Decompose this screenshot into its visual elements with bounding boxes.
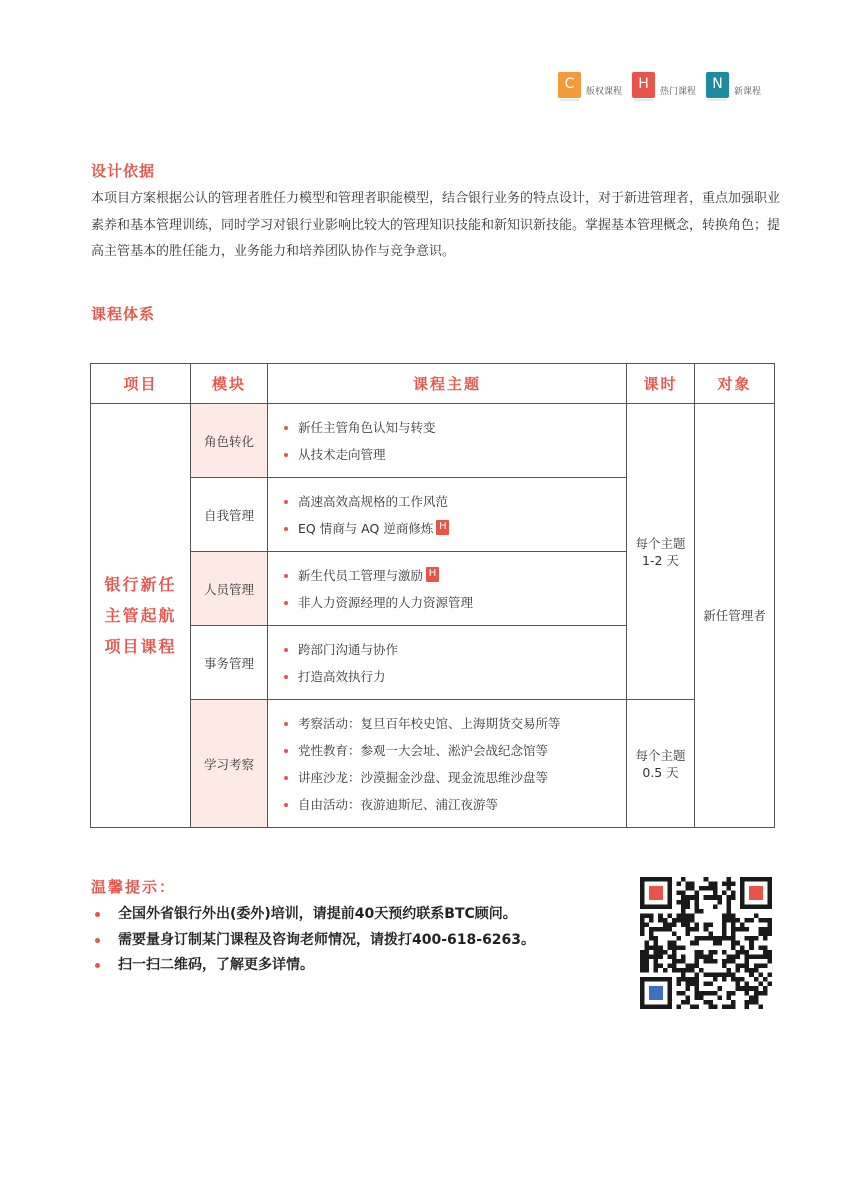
table-row [91, 700, 775, 828]
qr-code-icon[interactable] [640, 877, 772, 1009]
course-table [90, 363, 775, 828]
project-name-line: 银行新任 [104, 575, 177, 594]
project-name-line: 项目课程 [104, 637, 177, 656]
module-cell: 自我管理 [191, 478, 268, 552]
header-project: 项目 [91, 364, 191, 404]
copyright-course-icon: C [558, 72, 581, 98]
hot-course-icon: H [632, 72, 655, 98]
legend-new [706, 72, 761, 98]
project-name-cell [91, 404, 191, 828]
legend-label: 版权课程 [586, 87, 623, 97]
header-target: 对象 [695, 364, 775, 404]
tips-list [91, 902, 535, 979]
design-basis-title: 设计依据 [91, 162, 156, 180]
topic-item [298, 737, 626, 764]
topic-item [298, 562, 626, 589]
topic-text: 讲座沙龙：沙漠掘金沙盘、现金流思维沙盘等 [298, 769, 549, 785]
hours-line: 1-2 天 [642, 552, 679, 568]
hot-course-icon: H [426, 567, 439, 582]
tip-item: 扫一扫二维码，了解更多详情。 [91, 953, 535, 979]
topic-item [298, 663, 626, 690]
topics-cell [268, 626, 627, 700]
topic-text: 从技术走向管理 [298, 446, 386, 462]
topic-text: 新生代员工管理与激励 [298, 567, 424, 583]
design-basis-text: 本项目方案根据公认的管理者胜任力模型和管理者职能模型，结合银行业务的特点设计，对于新进管理者，重点加强职业素养和基本管理训练，同时学习对银行业影响比较大的管理知识技能和新知识新技能。掌握基本管理概念，转换角色；提高主管基本的胜任能力，业务能力和培养团队协作与竞争意识。 [91, 191, 781, 259]
target-cell: 新任管理者 [695, 404, 775, 828]
topic-item [298, 515, 626, 542]
legend-copyright [558, 72, 622, 98]
tip-item: 需要量身订制某门课程及咨询老师情况，请拨打400-618-6263。 [91, 928, 535, 954]
module-cell: 事务管理 [191, 626, 268, 700]
hours-line: 每个主题 [635, 747, 686, 763]
hours-line: 0.5 天 [642, 764, 679, 780]
topic-item [298, 791, 626, 818]
topic-text: 高速高效高规格的工作风范 [298, 493, 449, 509]
legend-label: 热门课程 [660, 87, 697, 97]
topics-cell [268, 478, 627, 552]
topic-text: 跨部门沟通与协作 [298, 641, 399, 657]
topics-cell [268, 700, 627, 828]
module-cell: 人员管理 [191, 552, 268, 626]
tip-item: 全国外省银行外出(委外)培训，请提前40天预约联系BTC顾问。 [91, 902, 535, 928]
topic-text: EQ 情商与 AQ 逆商修炼 [298, 520, 434, 536]
hours-line: 每个主题 [635, 535, 686, 551]
topic-item [298, 710, 626, 737]
topic-item [298, 636, 626, 663]
course-system-title: 课程体系 [91, 305, 156, 323]
topic-item [298, 488, 626, 515]
topic-text: 考察活动：复旦百年校史馆、上海期货交易所等 [298, 715, 561, 731]
table-row [91, 404, 775, 478]
hot-course-icon: H [436, 520, 449, 535]
legend-label: 新课程 [734, 87, 762, 97]
header-hours: 课时 [627, 364, 695, 404]
legend-hot [632, 72, 696, 98]
topic-text: 自由活动：夜游迪斯尼、浦江夜游等 [298, 796, 499, 812]
topic-item [298, 764, 626, 791]
header-topic: 课程主题 [268, 364, 627, 404]
topics-cell [268, 552, 627, 626]
module-cell: 角色转化 [191, 404, 268, 478]
hours-cell [627, 404, 695, 700]
table-header-row [91, 364, 775, 404]
topic-text: 党性教育：参观一大会址、淞沪会战纪念馆等 [298, 742, 549, 758]
new-course-icon: N [706, 72, 729, 98]
tips-title: 温馨提示： [91, 878, 177, 896]
topics-cell [268, 404, 627, 478]
hours-cell [627, 700, 695, 828]
topic-item [298, 589, 626, 616]
topic-item [298, 414, 626, 441]
course-type-legend [558, 72, 771, 98]
topic-text: 新任主管角色认知与转变 [298, 419, 436, 435]
header-module: 模块 [191, 364, 268, 404]
topic-item [298, 441, 626, 468]
module-cell: 学习考察 [191, 700, 268, 828]
topic-text: 打造高效执行力 [298, 668, 386, 684]
project-name-line: 主管起航 [104, 606, 177, 625]
topic-text: 非人力资源经理的人力资源管理 [298, 594, 474, 610]
